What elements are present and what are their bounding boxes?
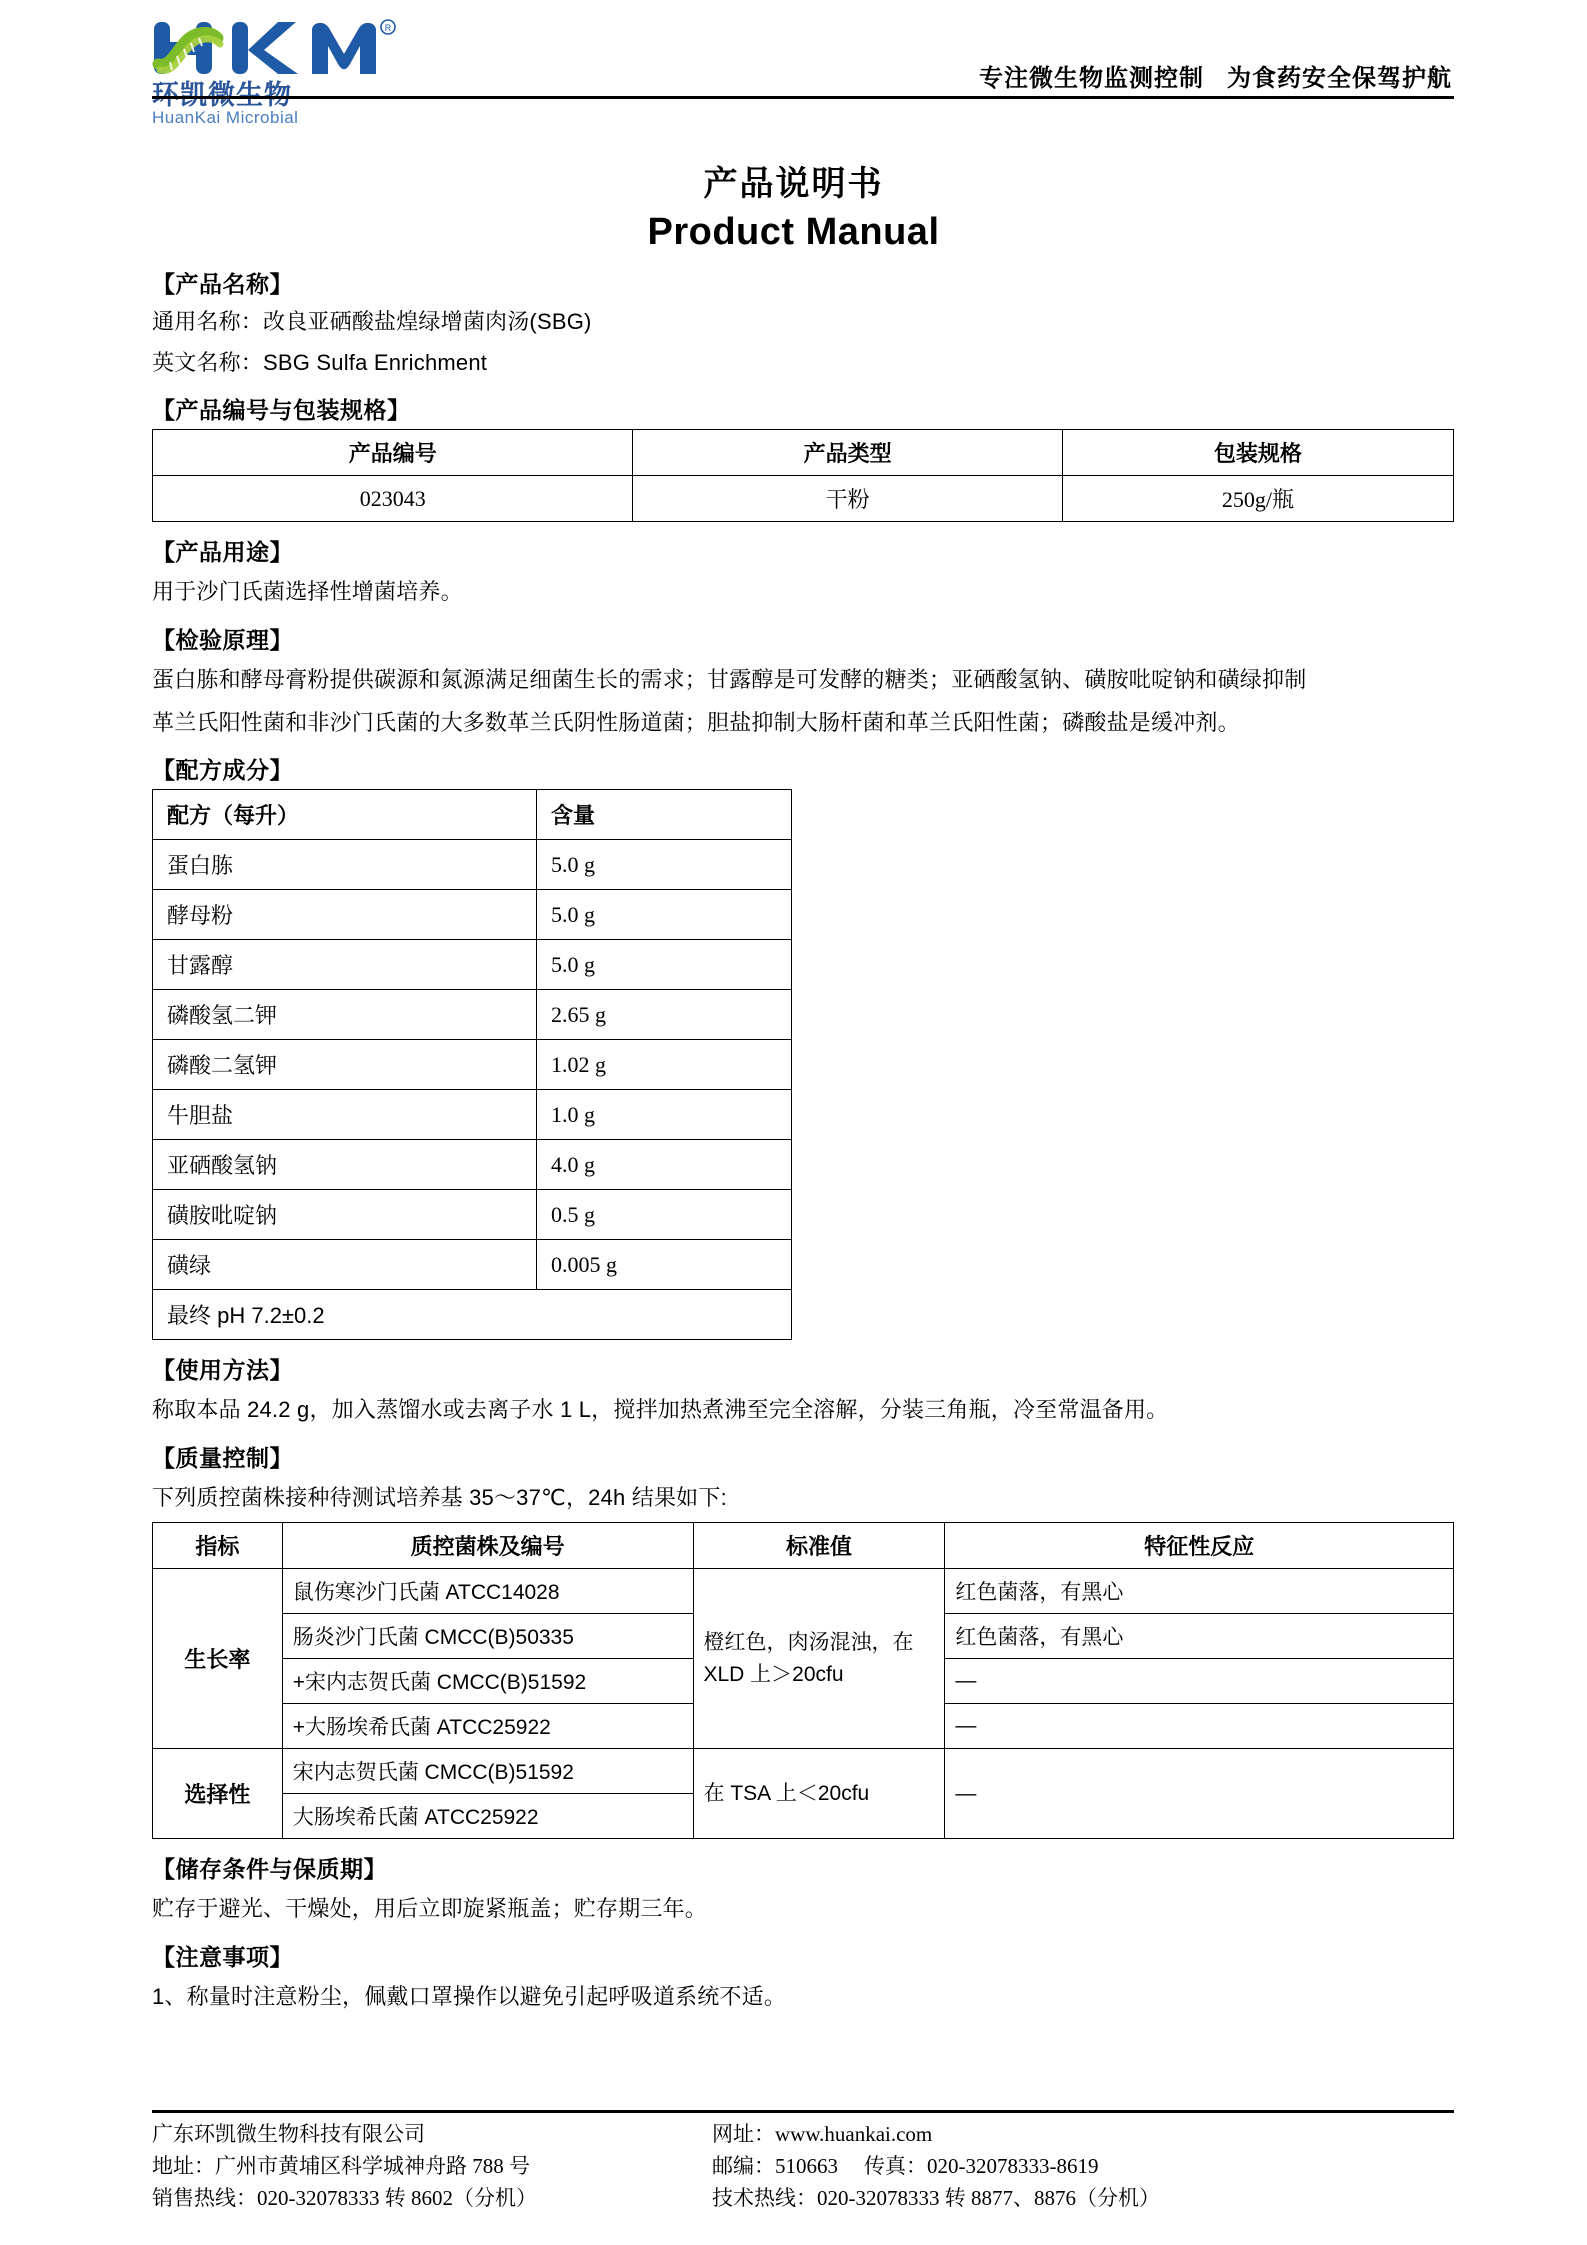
- footer-website: 网址：www.huankai.com: [712, 2122, 933, 2147]
- standard-value-growth: 橙红色，肉汤混浊，在 XLD 上＞20cfu: [693, 1569, 945, 1749]
- tagline-wrapper: [412, 18, 1452, 93]
- cell-package-spec: 250g/瓶: [1062, 476, 1453, 522]
- quality-control-table: [152, 1522, 1454, 1839]
- reaction-value: 红色菌落，有黑心: [945, 1569, 1454, 1614]
- footer-sales-hotline: 销售热线：020-32078333 转 8602（分机）: [152, 2186, 537, 2211]
- ingredient-name: 亚硒酸氢钠: [153, 1140, 537, 1190]
- col-characteristic-reaction: 特征性反应: [945, 1523, 1454, 1569]
- quality-control-intro: 下列质控菌株接种待测试培养基 35～37℃，24h 结果如下:: [152, 1484, 727, 1510]
- ingredient-name: 甘露醇: [153, 940, 537, 990]
- english-name-label: 英文名称：: [152, 349, 264, 375]
- indicator-selectivity: 选择性: [153, 1749, 283, 1839]
- table-header-row: [153, 790, 792, 840]
- footer-fax: 传真：020-32078333-8619: [864, 2154, 1099, 2179]
- header-divider: [152, 96, 1454, 99]
- section-heading-notes: 【注意事项】: [152, 1944, 293, 1970]
- col-formula-name: 配方（每升）: [153, 790, 537, 840]
- page-title-english: Product Manual: [647, 211, 940, 253]
- generic-name-label: 通用名称：: [152, 309, 264, 334]
- footer-left-column: [152, 2119, 712, 2215]
- cell-product-code: 023043: [153, 476, 633, 522]
- table-row: [153, 1040, 792, 1090]
- table-header-row: [153, 1523, 1454, 1569]
- ingredient-amount: 5.0 g: [536, 840, 791, 890]
- principle-line-1: 蛋白胨和酵母膏粉提供碳源和氮源满足细菌生长的需求；甘露醇是可发酵的糖类；亚硒酸氢钠、磺胺吡啶钠和磺绿抑制: [152, 666, 1307, 692]
- table-row: [153, 990, 792, 1040]
- company-logo: [152, 18, 412, 128]
- strain-name: +宋内志贺氏菌 CMCC(B)51592: [282, 1659, 693, 1704]
- table-row-ph: [153, 1290, 792, 1340]
- english-name-value: SBG Sulfa Enrichment: [263, 349, 488, 375]
- ingredient-name: 磷酸二氢钾: [153, 1040, 537, 1090]
- ingredient-amount: 5.0 g: [536, 890, 791, 940]
- quality-control-body: [153, 1569, 1454, 1839]
- ingredient-amount: 2.65 g: [536, 990, 791, 1040]
- footer-postcode-fax: [712, 2151, 1454, 2183]
- ingredient-amount: 1.02 g: [536, 1040, 791, 1090]
- table-row: [153, 1569, 1454, 1614]
- generic-name-value: 改良亚硒酸盐煌绿增菌肉汤(SBG): [263, 309, 592, 334]
- ingredient-name: 磺胺吡啶钠: [153, 1190, 537, 1240]
- svg-text:R: R: [384, 23, 392, 33]
- table-row: [153, 1140, 792, 1190]
- company-tagline: 专注微生物监测控制 为食药安全保驾护航: [978, 65, 1452, 92]
- reaction-value: —: [945, 1659, 1454, 1704]
- storage-text: 贮存于避光、干燥处，用后立即旋紧瓶盖；贮存期三年。: [152, 1896, 708, 1922]
- section-heading-formula: 【配方成分】: [152, 757, 293, 784]
- strain-name: 大肠埃希氏菌 ATCC25922: [282, 1794, 693, 1839]
- generic-name-row: [152, 304, 1454, 340]
- document-content: [0, 266, 1587, 2015]
- table-row: [153, 1240, 792, 1290]
- footer-right-column: [712, 2119, 1454, 2215]
- section-heading-principle: 【检验原理】: [152, 626, 293, 653]
- page-header: [0, 0, 1587, 138]
- logo-english-name: HuanKai Microbial: [152, 108, 299, 128]
- footer-divider: [152, 2110, 1454, 2113]
- reaction-value: —: [945, 1749, 1454, 1839]
- ingredient-name: 蛋白胨: [153, 840, 537, 890]
- english-name-row: [152, 345, 1454, 381]
- table-row: [153, 840, 792, 890]
- strain-name: 宋内志贺氏菌 CMCC(B)51592: [282, 1749, 693, 1794]
- section-heading-method: 【使用方法】: [152, 1357, 293, 1384]
- col-package-spec: 包装规格: [1062, 430, 1453, 476]
- section-heading-product-name: 【产品名称】: [152, 271, 293, 297]
- reaction-value: —: [945, 1704, 1454, 1749]
- strain-name: 肠炎沙门氏菌 CMCC(B)50335: [282, 1614, 693, 1659]
- principle-line-2: 革兰氏阳性菌和非沙门氏菌的大多数革兰氏阴性肠道菌；胆盐抑制大肠杆菌和革兰氏阳性菌；磷酸盐是缓冲剂。: [152, 709, 1240, 735]
- reaction-value: 红色菌落，有黑心: [945, 1614, 1454, 1659]
- table-row: [153, 1190, 792, 1240]
- table-row: [153, 1749, 1454, 1794]
- method-text: 称取本品 24.2 g，加入蒸馏水或去离子水 1 L，搅拌加热煮沸至完全溶解，分装三角瓶，冷至常温备用。: [152, 1397, 1169, 1423]
- footer-address: 地址：广州市黄埔区科学城神舟路 788 号: [152, 2154, 530, 2179]
- ingredient-amount: 0.5 g: [536, 1190, 791, 1240]
- cell-product-type: 干粉: [633, 476, 1062, 522]
- formula-table-body: [153, 840, 792, 1340]
- ingredient-amount: 5.0 g: [536, 940, 791, 990]
- note-item: 1、称量时注意粉尘，佩戴口罩操作以避免引起呼吸道系统不适。: [152, 1984, 787, 2009]
- formula-table: [152, 789, 792, 1340]
- footer-tech-hotline: 技术热线：020-32078333 转 8877、8876（分机）: [712, 2186, 1160, 2211]
- strain-name: +大肠埃希氏菌 ATCC25922: [282, 1704, 693, 1749]
- standard-value-selectivity: 在 TSA 上＜20cfu: [693, 1749, 945, 1839]
- hkm-logo-mark: [152, 18, 402, 80]
- section-heading-product-code: 【产品编号与包装规格】: [152, 397, 411, 424]
- ingredient-name: 牛胆盐: [153, 1090, 537, 1140]
- col-formula-amount: 含量: [536, 790, 791, 840]
- purpose-text: 用于沙门氏菌选择性增菌培养。: [152, 579, 463, 605]
- ingredient-name: 磷酸氢二钾: [153, 990, 537, 1040]
- page-title-chinese: 产品说明书: [703, 165, 884, 203]
- section-heading-storage: 【储存条件与保质期】: [152, 1856, 387, 1883]
- table-row: [153, 476, 1454, 522]
- ingredient-amount: 1.0 g: [536, 1090, 791, 1140]
- section-heading-purpose: 【产品用途】: [152, 539, 293, 566]
- section-heading-quality-control: 【质量控制】: [152, 1444, 293, 1471]
- logo-chinese-name: 环凯微生物: [152, 80, 292, 110]
- col-standard-value: 标准值: [693, 1523, 945, 1569]
- table-row: [153, 1090, 792, 1140]
- footer-company-name: 广东环凯微生物科技有限公司: [152, 2122, 425, 2147]
- ingredient-name: 磺绿: [153, 1240, 537, 1290]
- col-strain: 质控菌株及编号: [282, 1523, 693, 1569]
- page-footer: [152, 2110, 1454, 2215]
- col-indicator: 指标: [153, 1523, 283, 1569]
- ingredient-amount: 4.0 g: [536, 1140, 791, 1190]
- final-ph-value: 最终 pH 7.2±0.2: [153, 1290, 792, 1340]
- indicator-growth-rate: 生长率: [153, 1569, 283, 1749]
- footer-content: [152, 2119, 1454, 2215]
- ingredient-amount: 0.005 g: [536, 1240, 791, 1290]
- table-row: [153, 940, 792, 990]
- product-spec-table: [152, 429, 1454, 522]
- strain-name: 鼠伤寒沙门氏菌 ATCC14028: [282, 1569, 693, 1614]
- col-product-type: 产品类型: [633, 430, 1062, 476]
- table-header-row: [153, 430, 1454, 476]
- ingredient-name: 酵母粉: [153, 890, 537, 940]
- table-row: [153, 890, 792, 940]
- hkm-logo-icon: [152, 18, 402, 80]
- col-product-code: 产品编号: [153, 430, 633, 476]
- footer-postcode: 邮编：510663: [712, 2154, 838, 2179]
